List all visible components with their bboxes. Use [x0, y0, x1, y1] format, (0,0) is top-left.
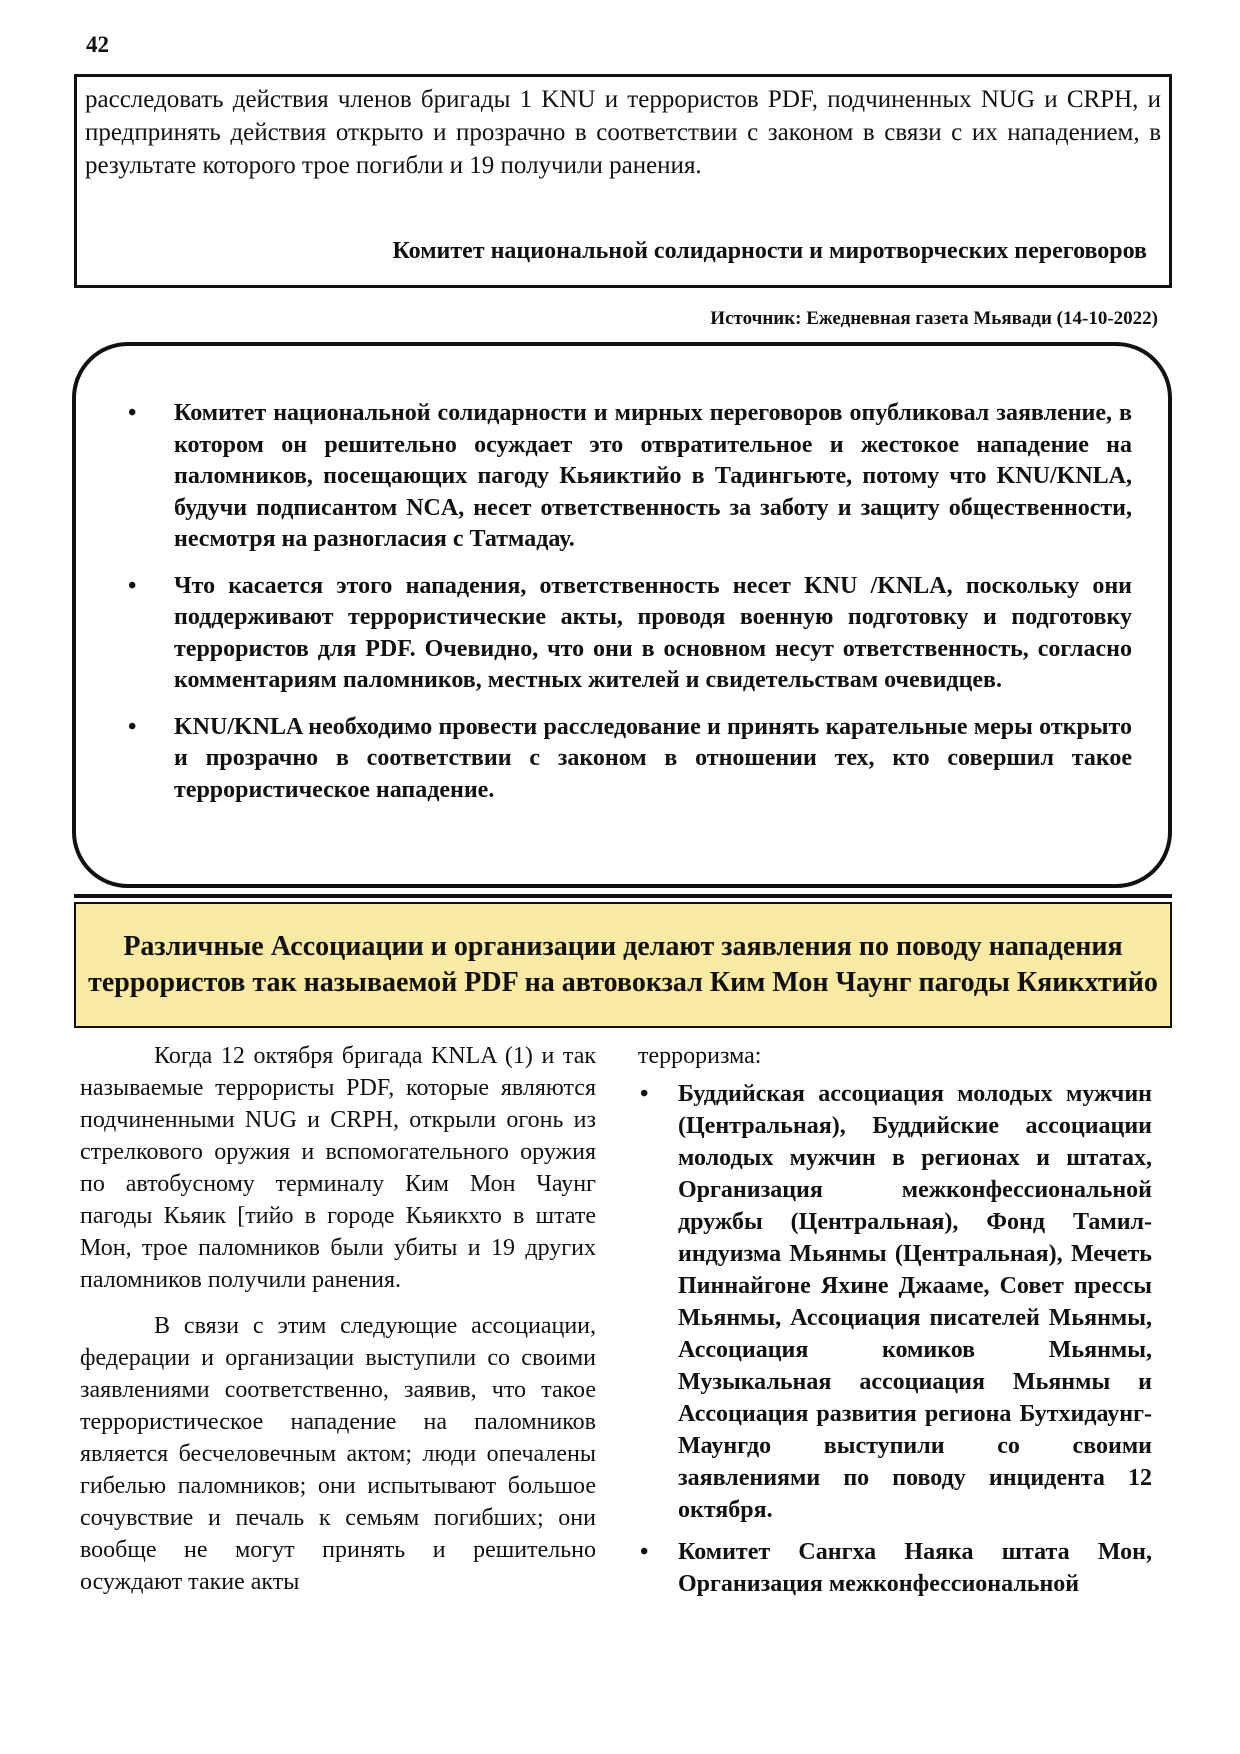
- statement-signature: Комитет национальной солидарности и миротворческих переговоров: [392, 238, 1147, 264]
- bullet-icon: •: [128, 713, 137, 740]
- organizations-list: [638, 1078, 1152, 1600]
- organizations-item-text: Комитет Сангха Наяка штата Мон, Организация межконфессиональной: [678, 1539, 1152, 1597]
- statement-box: [74, 74, 1172, 288]
- article-headline-box: [74, 902, 1172, 1028]
- body-paragraph: В связи с этим следующие ассоциации, федерации и организации выступили со своими заявлениями соответственно, заявив, что такое террористическое нападение на паломников является бесчеловечным актом; люди опечалены гибелью паломников; они испытывают большое сочувствие и печаль к семьям погибших; они вообще не могут принять и решительно осуждают такие акты: [80, 1313, 596, 1595]
- source-citation: Источник: Ежедневная газета Мьявади (14-10-2022): [710, 308, 1158, 329]
- organizations-item: [638, 1078, 1152, 1526]
- bullet-icon: •: [640, 1081, 649, 1107]
- summary-item: [108, 571, 1132, 697]
- organizations-item-text: Буддийская ассоциация молодых мужчин (Центральная), Буддийские ассоциации молодых мужчин в регионах и штатах, Организация межконфессиональной дружбы (Центральная), Фонд Тамил-индуизма Мьянмы (Центральная), Мечеть Пиннайгоне Яхине Джааме, Совет прессы Мьянмы, Ассоциация писателей Мьянмы, Ассоциация комиков Мьянмы, Музыкальная ассоциация Мьянмы и Ассоциация развития региона Бутхидаунг-Маунгдо выступили со своими заявлениями по поводу инцидента 12 октября.: [678, 1081, 1152, 1523]
- continuation-text: терроризма:: [638, 1043, 762, 1069]
- summary-box: [72, 342, 1172, 888]
- summary-item-text: KNU/KNLA необходимо провести расследование и принять карательные меры открыто и прозрачно в соответствии с законом в отношении тех, кто совершил такое террористическое нападение.: [174, 713, 1132, 803]
- bullet-icon: •: [128, 572, 137, 599]
- bullet-icon: •: [128, 400, 137, 426]
- right-column: [638, 1040, 1152, 1610]
- section-divider: [74, 894, 1172, 898]
- left-column: [80, 1040, 596, 1612]
- article-headline: Различные Ассоциации и организации делают заявления по поводу нападения террористов так называемой PDF на автовокзал Ким Мон Чаунг пагоды Кяикхтийо: [88, 931, 1158, 998]
- bullet-icon: •: [640, 1539, 649, 1565]
- summary-item: [108, 398, 1132, 556]
- summary-item: [108, 712, 1132, 807]
- organizations-item: [638, 1536, 1152, 1600]
- summary-list: [108, 398, 1132, 806]
- statement-paragraph: расследовать действия членов бригады 1 KNU и террористов PDF, подчиненных NUG и CRPH, и предпринять действия открыто и прозрачно в соответствии с законом в связи с их нападением, в результате которого трое погибли и 19 получили ранения.: [85, 86, 1161, 179]
- summary-item-text: Что касается этого нападения, ответственность несет KNU /KNLA, поскольку они поддерживают террористические акты, проводя военную подготовку и подготовку террористов для PDF. Очевидно, что они в основном несут ответственность, согласно комментариям паломников, местных жителей и свидетельствам очевидцев.: [174, 572, 1132, 693]
- summary-item-text: Комитет национальной солидарности и мирных переговоров опубликовал заявление, в котором он решительно осуждает это отвратительное и жестокое нападение на паломников, посещающих пагоду Кьяиктийо в Тадингьюте, потому что KNU/KNLA, будучи подписантом NCA, несет ответственность за заботу и защиту общественности, несмотря на разногласия с Татмадау.: [174, 400, 1132, 552]
- body-paragraph: Когда 12 октября бригада KNLA (1) и так называемые террористы PDF, которые являются подчиненными NUG и CRPH, открыли огонь из стрелкового оружия и вспомогательного оружия по автобусному терминалу Ким Мон Чаунг пагоды Кьяик [тийо в городе Кьяикхто в штате Мон, трое паломников были убиты и 19 других паломников получили ранения.: [80, 1043, 596, 1293]
- page-number: 42: [86, 32, 109, 57]
